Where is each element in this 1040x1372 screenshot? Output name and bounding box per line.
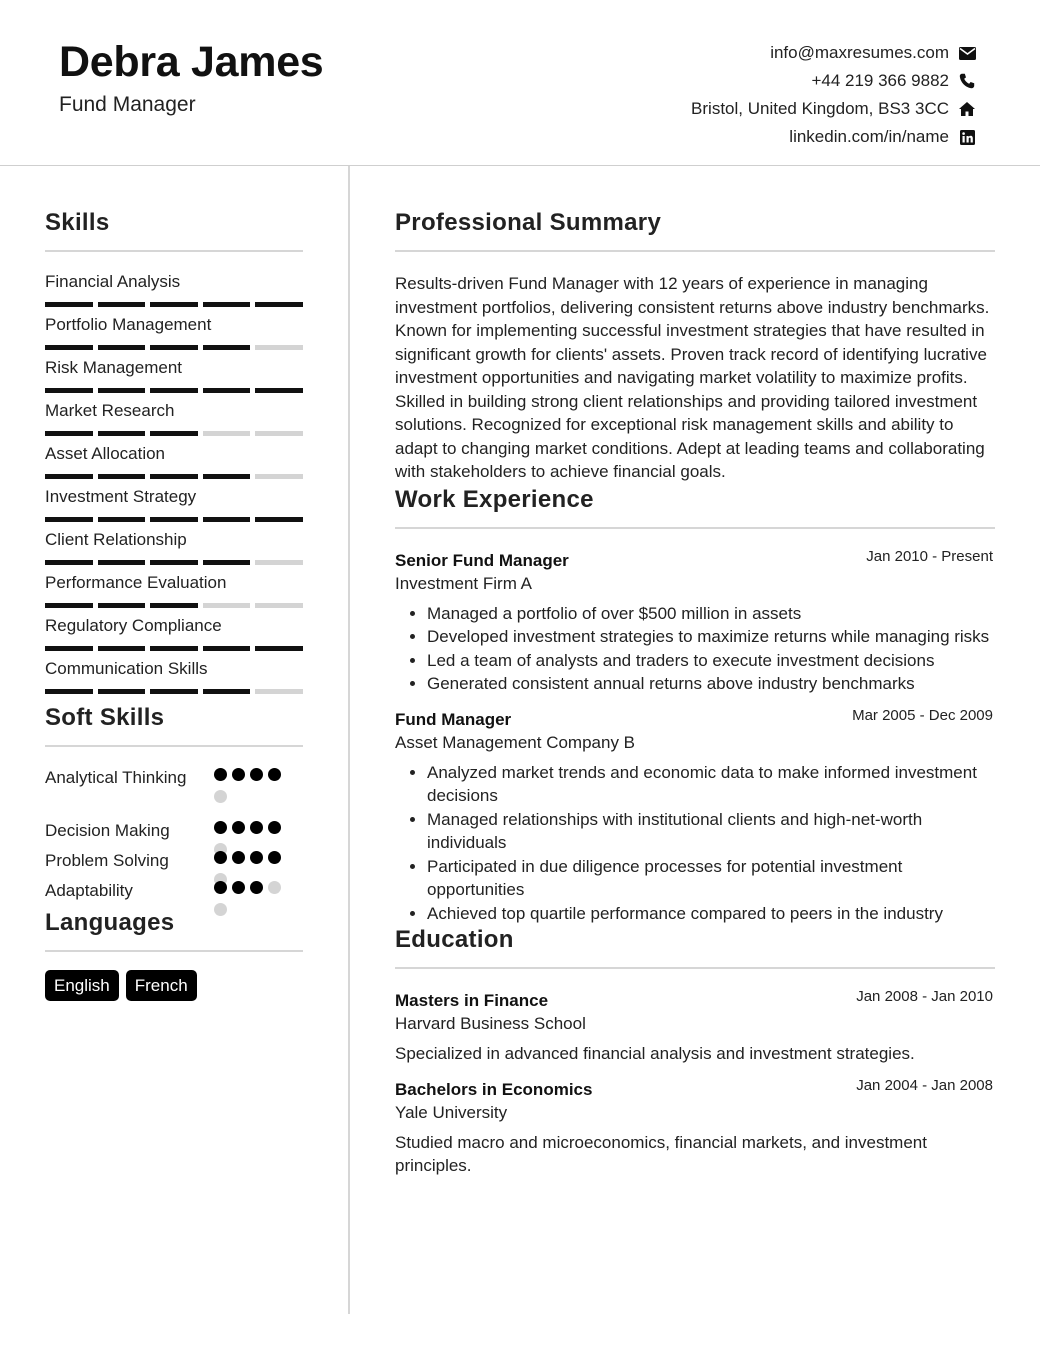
skill-item [45,272,303,315]
skill-rating-bar [45,517,303,522]
rating-dot [214,851,227,864]
contact-address [691,95,976,123]
rating-segment [255,302,303,307]
education-description: Specialized in advanced financial analysis and investment strategies. [395,1044,915,1063]
soft-skill-item [45,766,303,819]
contact-email[interactable] [691,39,976,67]
soft-skill-item [45,879,303,909]
school-name: Yale University [395,1102,508,1122]
rating-segment [45,603,93,608]
resume-header [0,0,1040,166]
rating-segment [203,603,251,608]
skill-item [45,401,303,444]
job-bullet: • Achieved top quartile performance compared to peers in the industry [427,902,995,926]
rating-segment [45,689,93,694]
education-rule [395,967,995,969]
skill-item [45,573,303,616]
rating-segment [203,431,251,436]
soft-skills-heading: Soft Skills [45,704,165,731]
education-dates: Jan 2008 - Jan 2010 [856,988,993,1005]
job-bullet: • Managed a portfolio of over $500 million in assets [427,602,995,626]
rating-segment [255,388,303,393]
rating-dot [214,903,227,916]
summary-rule [395,250,995,252]
contact-block [691,39,976,151]
skill-rating-bar [45,431,303,436]
rating-segment [98,517,146,522]
education-description: Studied macro and microeconomics, financial markets, and investment principles. [395,1132,927,1175]
job-bullet: • Led a team of analysts and traders to execute investment decisions [427,649,995,673]
contact-phone[interactable] [691,67,976,95]
rating-segment [45,388,93,393]
skill-name: Performance Evaluation [45,573,227,592]
rating-segment [150,646,198,651]
phone-text: +44 219 366 9882 [811,71,949,90]
rating-dot [250,881,263,894]
soft-skill-name: Decision Making [45,821,170,840]
skill-rating-bar [45,560,303,565]
rating-dot [250,768,263,781]
rating-segment [203,646,251,651]
rating-segment [98,345,146,350]
job-bullet: • Generated consistent annual returns above industry benchmarks [427,672,995,696]
job-dates: Mar 2005 - Dec 2009 [852,706,993,724]
skill-name: Investment Strategy [45,487,197,506]
rating-dot [214,881,227,894]
job-dates: Jan 2010 - Present [866,547,993,565]
linkedin-text: linkedin.com/in/name [789,127,949,146]
summary-heading: Professional Summary [395,209,662,236]
soft-skill-rating [214,881,288,916]
rating-dot [232,821,245,834]
rating-segment [150,517,198,522]
school-name: Harvard Business School [395,1014,586,1033]
rating-segment [150,345,198,350]
languages-list [45,970,303,1001]
education-list [395,989,995,1178]
job-bullet: • Analyzed market trends and economic data to make informed investment decisions [427,761,995,808]
soft-skill-name: Analytical Thinking [45,768,187,787]
skill-item [45,444,303,487]
job-company: Investment Firm A [395,573,532,593]
rating-segment [98,646,146,651]
rating-dot [214,821,227,834]
skill-rating-bar [45,388,303,393]
rating-segment [150,302,198,307]
candidate-title: Fund Manager [59,93,196,116]
skill-rating-bar [45,345,303,350]
rating-dot [232,881,245,894]
soft-skill-name: Problem Solving [45,851,169,870]
rating-segment [45,517,93,522]
rating-segment [98,603,146,608]
education-dates: Jan 2004 - Jan 2008 [856,1076,993,1094]
job-entry [395,549,995,696]
rating-segment [45,431,93,436]
soft-skill-item [45,819,303,849]
skill-rating-bar [45,302,303,307]
skills-list [45,272,303,702]
rating-segment [255,345,303,350]
skill-item [45,315,303,358]
education-entry [395,989,995,1066]
rating-segment [98,431,146,436]
rating-segment [150,431,198,436]
job-bullets [395,761,995,926]
rating-segment [203,474,251,479]
soft-skill-item [45,849,303,879]
skill-item [45,616,303,659]
home-icon [958,100,976,118]
language-tag: English [45,970,119,1001]
rating-dot [214,768,227,781]
rating-dot [232,851,245,864]
experience-heading: Work Experience [395,485,594,513]
rating-segment [45,560,93,565]
main-content [395,209,995,1178]
rating-dot [214,790,227,803]
skill-rating-bar [45,474,303,479]
skill-name: Risk Management [45,358,183,377]
address-text: Bristol, United Kingdom, BS3 3CC [691,99,949,118]
rating-segment [150,560,198,565]
degree-title: Masters in Finance [395,991,549,1010]
column-divider [348,166,350,1314]
soft-skills-list [45,766,303,909]
rating-segment [45,345,93,350]
skill-item [45,487,303,530]
rating-segment [203,302,251,307]
rating-segment [203,689,251,694]
soft-skill-rating [214,768,288,803]
rating-dot [268,881,281,894]
summary-text: Results-driven Fund Manager with 12 years of experience in managing investment portfolios, delivering consistent returns above industry benchmarks. Known for implementing successful investment strategies that have resulted in significant growth for clients' assets. Proven track record of identifying lucrative investment opportunities and navigating market volatility to maximize profits. Skilled in building strong client relationships and providing tailored investment solutions. Recognized for exceptional risk management skills and ability to adapt to changing market conditions. Adept at leading teams and collaborating with stakeholders to achieve financial goals. [395,274,990,481]
skills-rule [45,250,303,252]
job-bullet: • Participated in due diligence processes for potential investment opportunities [427,855,995,902]
linkedin-icon [958,128,976,146]
job-bullet: • Developed investment strategies to maximize returns while managing risks [427,625,995,649]
sidebar [45,209,303,1001]
soft-skill-name: Adaptability [45,881,133,900]
rating-segment [203,345,251,350]
envelope-icon [958,44,976,62]
rating-segment [45,646,93,651]
job-bullet: • Managed relationships with institutional clients and high-net-worth individuals [427,808,995,855]
languages-heading: Languages [45,909,175,936]
rating-dot [250,851,263,864]
skill-name: Market Research [45,401,175,420]
rating-dot [250,821,263,834]
skill-name: Asset Allocation [45,444,166,463]
skill-item [45,659,303,702]
rating-segment [98,388,146,393]
contact-linkedin[interactable] [691,123,976,151]
rating-segment [45,302,93,307]
rating-dot [268,821,281,834]
skill-name: Portfolio Management [45,315,212,334]
rating-segment [255,560,303,565]
rating-dot [268,851,281,864]
skill-rating-bar [45,646,303,651]
skill-rating-bar [45,689,303,694]
languages-rule [45,950,303,952]
rating-segment [255,517,303,522]
rating-segment [255,431,303,436]
phone-icon [958,72,976,90]
rating-segment [255,689,303,694]
skill-name: Regulatory Compliance [45,616,222,635]
candidate-name: Debra James [59,38,324,86]
rating-segment [150,388,198,393]
rating-segment [255,646,303,651]
rating-segment [203,388,251,393]
job-company: Asset Management Company B [395,732,636,752]
skill-name: Communication Skills [45,659,208,678]
degree-title: Bachelors in Economics [395,1079,593,1099]
rating-segment [98,560,146,565]
skill-item [45,530,303,573]
rating-segment [203,517,251,522]
skill-name: Financial Analysis [45,272,181,291]
education-entry [395,1078,995,1178]
skill-item [45,358,303,401]
job-entry [395,708,995,926]
rating-segment [150,603,198,608]
rating-segment [98,302,146,307]
language-tag: French [126,970,197,1001]
rating-segment [98,474,146,479]
experience-rule [395,527,995,529]
skill-name: Client Relationship [45,530,187,549]
job-title: Senior Fund Manager [395,550,569,570]
rating-segment [255,474,303,479]
rating-segment [98,689,146,694]
education-heading: Education [395,926,514,953]
email-text: info@maxresumes.com [770,43,949,62]
jobs-list [395,549,995,926]
rating-segment [45,474,93,479]
skill-rating-bar [45,603,303,608]
rating-segment [150,689,198,694]
rating-dot [232,768,245,781]
rating-dot [268,768,281,781]
rating-segment [255,603,303,608]
job-title: Fund Manager [395,709,512,729]
rating-segment [203,560,251,565]
skills-heading: Skills [45,209,110,236]
rating-segment [150,474,198,479]
job-bullets [395,602,995,696]
soft-skills-rule [45,745,303,747]
